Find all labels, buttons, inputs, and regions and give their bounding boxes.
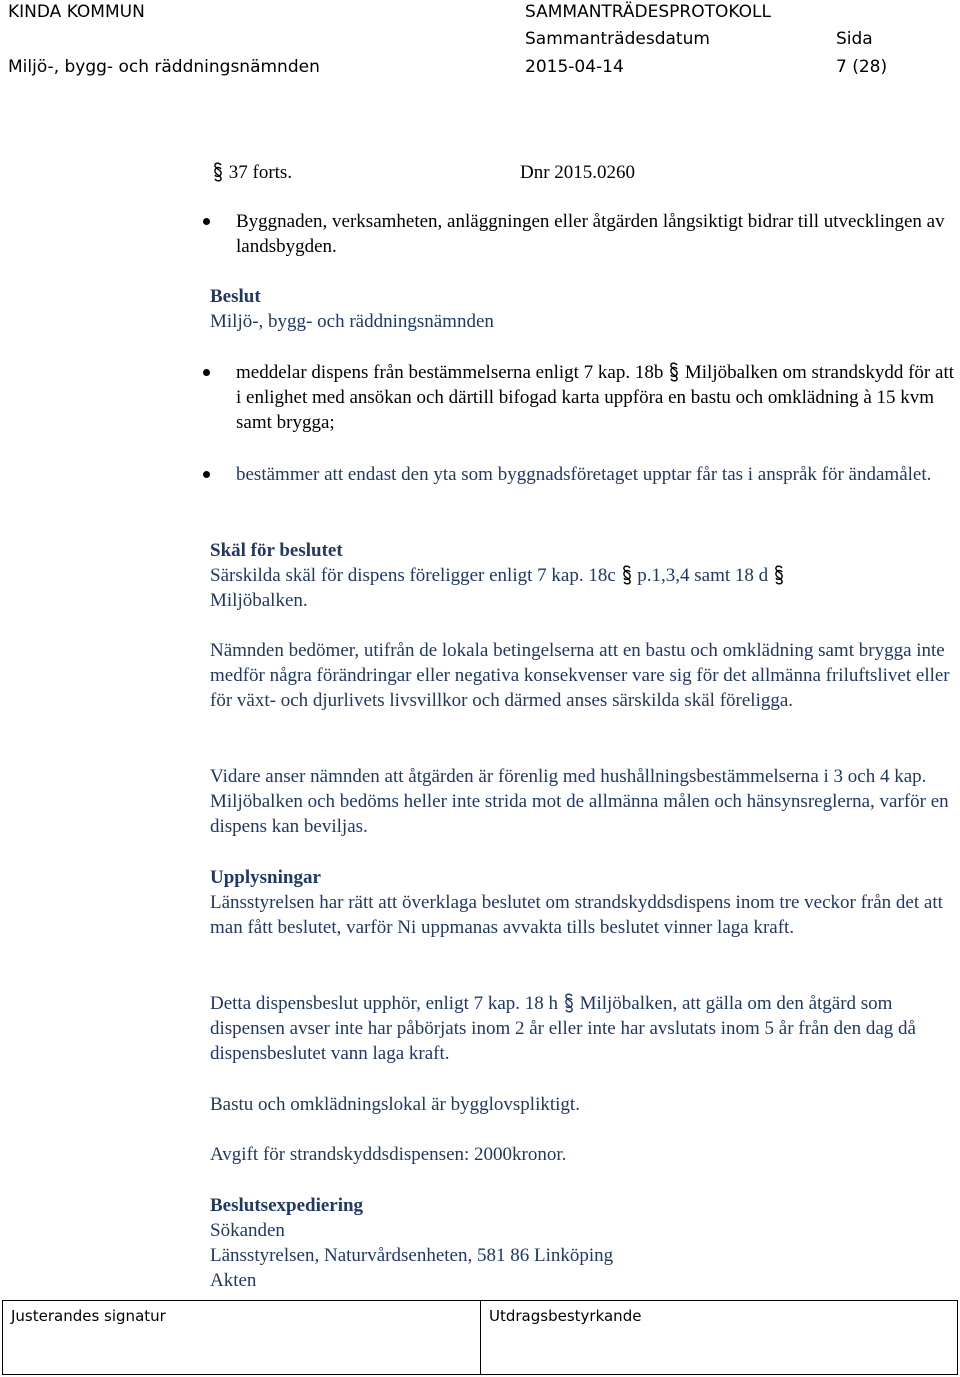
bullet-icon (203, 471, 210, 478)
bullet-icon (203, 218, 210, 225)
section-sign-icon (773, 565, 785, 585)
certification-box (480, 1300, 958, 1375)
bullet-text: Miljöbalken om strandskydd för att i enlighet med ansökan och därtill bifogad karta uppföra en bastu och omklädning à 15 kvm samt brygga; (236, 362, 955, 433)
dispatch-recipient: Akten (210, 1270, 257, 1291)
section-sign-icon (563, 993, 575, 1013)
reasons-heading: Skäl för beslutet (210, 540, 343, 561)
list-item (236, 209, 956, 259)
info-heading: Upplysningar (210, 867, 321, 888)
date-label: Sammanträdesdatum (525, 29, 710, 49)
bullet-text: bestämmer att endast den yta som byggnadsföretaget upptar får tas i anspråk för ändamålet. (236, 464, 932, 485)
info-paragraph: Avgift för strandskyddsdispensen: 2000kronor. (210, 1144, 567, 1165)
reasons-paragraph: Vidare anser nämnden att åtgärden är förenlig med hushållningsbestämmelserna i 3 och 4 kap. Miljöbalken och bedöms heller inte strida mot de allmänna målen och hänsynsreglerna, varför en dispens kan beviljas. (210, 766, 949, 837)
reasons-intro: Särskilda skäl för dispens föreligger enligt 7 kap. 18c p.1,3,4 samt 18 d (210, 563, 955, 588)
page-label: Sida (836, 29, 873, 49)
bullet-text: meddelar dispens från bestämmelserna enligt 7 kap. 18b (236, 362, 664, 383)
bullet-text: Byggnaden, verksamheten, anläggningen eller åtgärden långsiktigt bidrar till utvecklingen av landsbygden. (236, 211, 945, 257)
signature-label: Justerandes signatur (11, 1307, 166, 1325)
info-paragraph: Detta dispensbeslut upphör, enligt 7 kap. 18 h Miljöbalken, att gälla om den åtgärd som dispensen avser inte har påbörjats inom 2 år eller inte har avslutats inom 5 år från den dag då dispensbeslutet vann laga kraft. (210, 993, 916, 1064)
dispatch-recipient: Länsstyrelsen, Naturvårdsenheten, 581 86 Linköping (210, 1245, 614, 1266)
certification-label: Utdragsbestyrkande (489, 1307, 642, 1325)
decision-body: Miljö-, bygg- och räddningsnämnden (210, 311, 494, 332)
case-number: Dnr 2015.0260 (520, 162, 636, 183)
doc-type: SAMMANTRÄDESPROTOKOLL (525, 2, 771, 22)
info-paragraph: Länsstyrelsen har rätt att överklaga beslutet om strandskyddsdispens inom tre veckor från det att man fått beslutet, varför Ni uppmanas avvakta tills beslutet vinner laga kraft. (210, 892, 943, 938)
reasons-paragraph: Nämnden bedömer, utifrån de lokala betingelserna att en bastu och omklädning samt brygga inte medför några förändringar eller negativa konsekvenser vare sig för det allmänna friluftslivet eller för växt- och djurlivets livsvillkor och därmed anses särskilda skäl föreligga. (210, 640, 950, 711)
meeting-date: 2015-04-14 (525, 57, 624, 77)
org-name: KINDA KOMMUN (8, 2, 145, 22)
signature-box (2, 1300, 481, 1375)
dispatch-heading: Beslutsexpediering (210, 1195, 364, 1216)
section-sign-icon (621, 565, 633, 585)
decision-heading: Beslut (210, 286, 261, 307)
info-paragraph: Bastu och omklädningslokal är bygglovspliktigt. (210, 1094, 580, 1115)
section-sign-icon (212, 162, 224, 182)
committee-name: Miljö-, bygg- och räddningsnämnden (8, 57, 320, 77)
list-item (236, 360, 956, 435)
section-sign-icon (668, 362, 680, 382)
bullet-icon (203, 369, 210, 376)
section-number: 37 forts. (212, 160, 292, 185)
reasons-intro-end: Miljöbalken. (210, 590, 308, 611)
list-item (236, 462, 956, 487)
page-number: 7 (28) (836, 57, 888, 77)
dispatch-recipient: Sökanden (210, 1220, 285, 1241)
